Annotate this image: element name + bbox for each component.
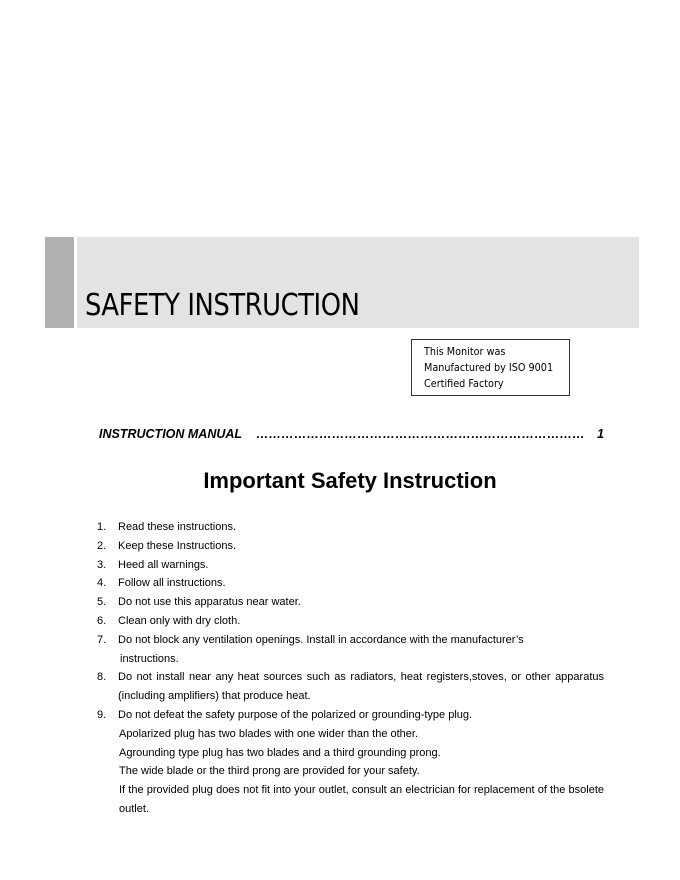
list-item — [97, 631, 604, 650]
item-continuation: instructions. — [120, 652, 179, 665]
item-number: 3. — [97, 558, 107, 571]
section-title: SAFETY INSTRUCTION — [85, 288, 360, 323]
item-text: Clean only with dry cloth. — [118, 614, 241, 627]
item-text: Do not defeat the safety purpose of the polarized or grounding-type plug. — [118, 708, 473, 721]
list-item — [97, 706, 604, 725]
plug-note: Agrounding type plug has two blades and a third grounding prong. — [119, 746, 441, 759]
item-number: 4. — [97, 577, 107, 590]
item-text: Read these instructions. — [118, 521, 237, 533]
item-number: 6. — [97, 614, 107, 627]
item-text: Keep these Instructions. — [118, 539, 237, 552]
list-item — [97, 537, 604, 556]
toc-page-number: 1 — [597, 427, 604, 441]
item-text: Follow all instructions. — [118, 577, 226, 590]
iso-certificate-box — [411, 339, 570, 396]
list-item — [97, 518, 604, 537]
list-item — [97, 593, 604, 612]
item-number: 5. — [97, 596, 107, 609]
list-item — [97, 668, 604, 706]
item-number: 7. — [97, 633, 107, 646]
instruction-list — [97, 518, 604, 819]
item-number: 2. — [97, 539, 107, 552]
certificate-line: Certified Factory — [424, 378, 504, 390]
item-text: Do not use this apparatus near water. — [118, 596, 301, 609]
item-text: Do not install near any heat sources such as radiators, heat registers,stoves, or other apparatus (including amplifiers) that produce heat. — [118, 671, 604, 703]
toc-label: INSTRUCTION MANUAL — [99, 427, 243, 441]
certificate-line: This Monitor was — [424, 346, 506, 358]
list-item — [97, 556, 604, 575]
toc-entry[interactable] — [99, 426, 604, 442]
item-number: 8. — [97, 671, 107, 684]
plug-note: The wide blade or the third prong are provided for your safety. — [119, 765, 420, 778]
list-item — [97, 574, 604, 593]
plug-note: Apolarized plug has two blades with one wider than the other. — [119, 727, 419, 740]
certificate-line: Manufactured by ISO 9001 — [424, 362, 554, 374]
banner-side-bar — [45, 237, 74, 328]
item-text: Heed all warnings. — [118, 558, 209, 571]
document-heading: Important Safety Instruction — [203, 468, 497, 493]
list-item — [97, 612, 604, 631]
item-text: Do not block any ventilation openings. Install in accordance with the manufacturer’s — [118, 633, 524, 646]
plug-note: If the provided plug does not fit into your outlet, consult an electrician for replacement of the bsolete outlet. — [119, 784, 604, 815]
item-number: 9. — [97, 708, 107, 721]
item-number: 1. — [97, 521, 107, 533]
toc-leader-dots: …………………………………………………………………… — [256, 427, 585, 441]
